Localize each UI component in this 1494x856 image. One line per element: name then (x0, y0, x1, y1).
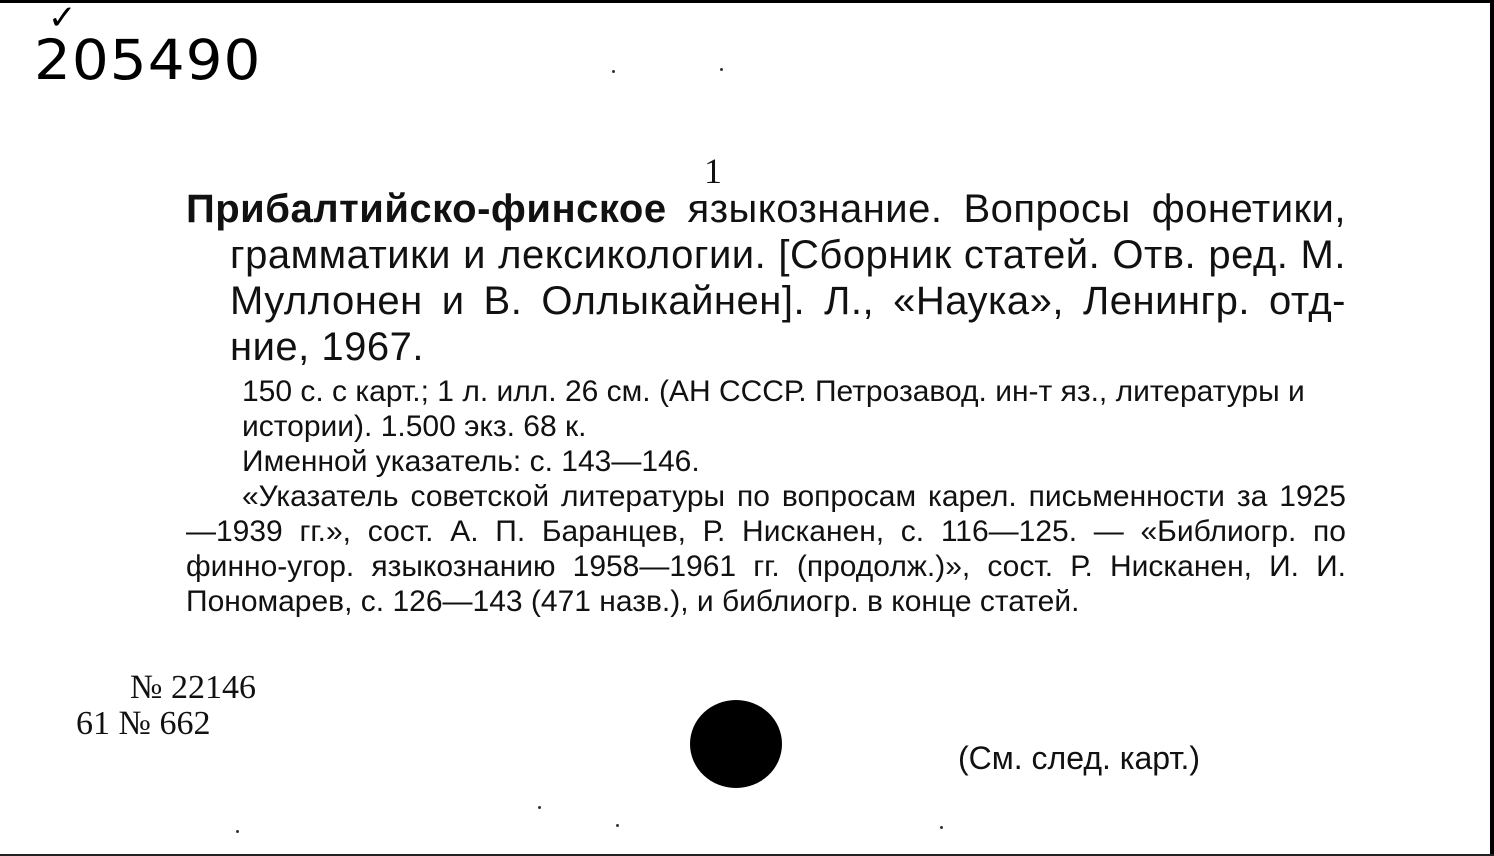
description-line-2: Именной указатель: с. 143—146. (242, 445, 700, 478)
physical-description (186, 374, 1346, 479)
bibliographic-entry (186, 186, 1346, 619)
speck (236, 830, 239, 833)
speck (538, 806, 541, 809)
accession-number: 205490 (34, 27, 262, 93)
speck (720, 68, 723, 71)
bibliography-note: «Указатель советской литературы по вопросам карел. письменности за 1925—1939 гг.», сост. А. П. Баранцев, Р. Нисканен, с. 116—125. — «Библиогр. по финно-угор. языкознанию 1958—1961 гг. (продолж.)», сост. Р. Нисканен, И. И. Пономарев, с. 126—143 (471 назв.), и библиогр. в конце статей. (186, 480, 1346, 618)
speck (616, 824, 619, 827)
card-top-edge (0, 0, 1494, 3)
speck (612, 70, 615, 73)
entry-title-bold: Прибалтийско-финское (186, 187, 667, 231)
description-line-1: 150 с. с карт.; 1 л. илл. 26 см. (АН СССР. Петрозавод. ин-т яз., литературы и истории). 1.500 экз. 68 к. (242, 375, 1305, 443)
registry-number-1: № 22146 (130, 669, 256, 706)
continuation-note: (См. след. карт.) (958, 740, 1201, 776)
entry-heading (186, 186, 1346, 370)
card-right-edge (1490, 0, 1494, 856)
punch-hole (690, 700, 782, 788)
registry-number-2: 61 № 662 (76, 705, 211, 742)
registry-numbers (76, 670, 256, 742)
check-mark-icon: ✓ (48, 0, 77, 38)
card-number: 1 (704, 151, 722, 191)
speck (940, 826, 943, 829)
entry-title-rest: языкознание. Вопросы фонетики, грамматики и лексикологии. [Сборник статей. Отв. ред. М. Муллонен и В. Оллыкайнен]. Л., «Наука», Ленингр. отд-ние, 1967. (230, 187, 1346, 369)
